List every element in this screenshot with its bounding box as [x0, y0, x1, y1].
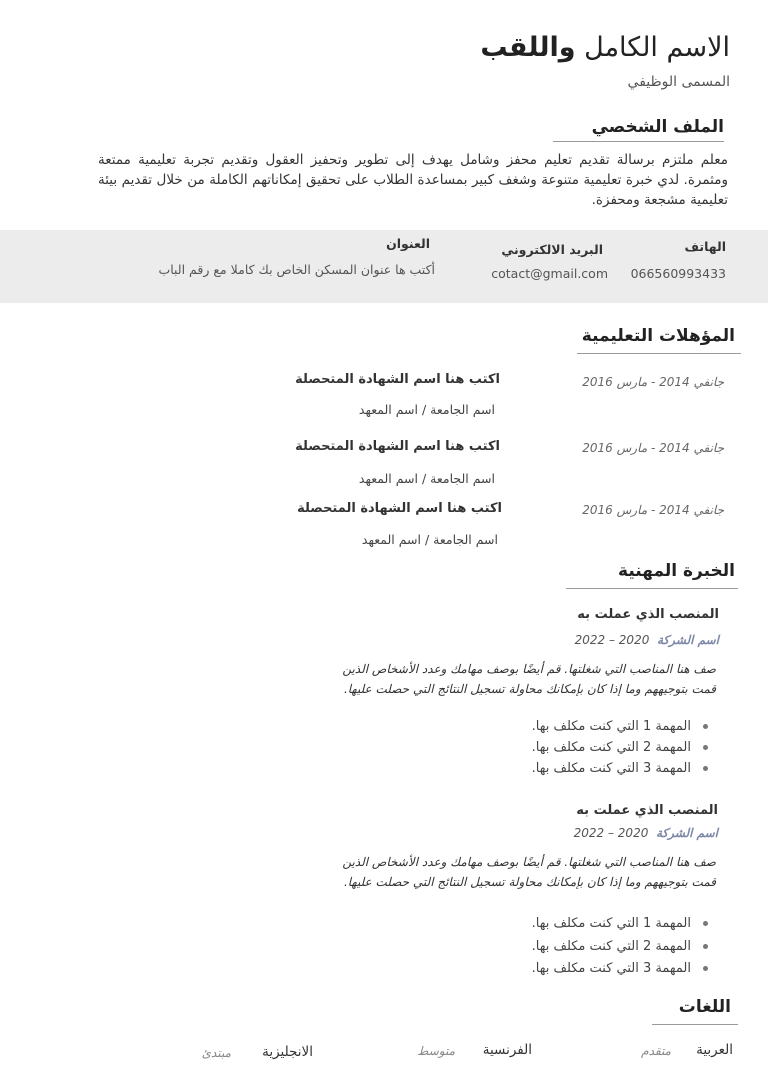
bullet-icon [703, 745, 708, 750]
exp-company: اسم الشركة [656, 633, 719, 647]
edu-date: جانفي 2014 - مارس 2016 [582, 375, 724, 389]
exp-description: صف هنا المناصب التي شغلتها. قم أيضًا بوصف مهامك وعدد الأشخاص الذين قمت بتوجيههم وما إذا كان بإمكانك محاولة تسجيل النتائج التي حصلت عليها. [342, 855, 716, 889]
exp-meta [574, 826, 718, 840]
address-value: أكتب ها عنوان المسكن الخاص بك كاملا مع رقم الباب [158, 262, 435, 277]
education-title: المؤهلات التعليمية [581, 326, 735, 346]
edu-date: جانفي 2014 - مارس 2016 [582, 441, 724, 455]
profile-rule [553, 141, 724, 142]
phone-label: الهاتف [684, 239, 726, 254]
name-regular: الاسم الكامل [584, 32, 730, 63]
language-level: متقدم [641, 1044, 671, 1058]
experience-rule [566, 588, 738, 589]
exp-meta [575, 633, 719, 647]
edu-institution: اسم الجامعة / اسم المعهد [358, 471, 495, 486]
exp-period: 2020 – 2022 [573, 826, 649, 840]
task-item: المهمة 2 التي كنت مكلف بها. [532, 939, 708, 954]
task-item: المهمة 1 التي كنت مكلف بها. [532, 719, 708, 734]
bullet-icon [703, 724, 708, 729]
edu-degree: اكتب هنا اسم الشهادة المتحصلة [297, 501, 502, 516]
full-name [480, 32, 730, 63]
language-name: العربية [696, 1042, 733, 1058]
job-title: المسمى الوظيفي [627, 74, 730, 90]
edu-institution: اسم الجامعة / اسم المعهد [361, 532, 498, 547]
email-value: cotact@gmail.com [491, 266, 608, 281]
education-rule [577, 353, 741, 354]
language-level: مبتدئ [201, 1046, 231, 1060]
language-name: الفرنسية [482, 1042, 532, 1058]
email-label: البريد الالكتروني [501, 242, 603, 257]
exp-description: صف هنا المناصب التي شغلتها. قم أيضًا بوصف مهامك وعدد الأشخاص الذين قمت بتوجيههم وما إذا كان بإمكانك محاولة تسجيل النتائج التي حصلت عليها. [342, 662, 716, 696]
name-bold: واللقب [480, 32, 576, 63]
exp-position: المنصب الذي عملت به [576, 803, 718, 818]
edu-degree: اكتب هنا اسم الشهادة المتحصلة [295, 372, 500, 387]
task-item: المهمة 3 التي كنت مكلف بها. [532, 761, 708, 776]
edu-date: جانفي 2014 - مارس 2016 [582, 503, 724, 517]
profile-title: الملف الشخصي [591, 117, 724, 137]
edu-degree: اكتب هنا اسم الشهادة المتحصلة [295, 439, 500, 454]
bullet-icon [703, 944, 708, 949]
bullet-icon [703, 766, 708, 771]
phone-value: 066560993433 [630, 266, 726, 281]
profile-text: معلم ملتزم برسالة تقديم تعليم محفز وشامل يهدف إلى تطوير وتحفيز العقول وتقديم تجربة تعليمية ممتعة ومثمرة. لدي خبرة تعليمية متنوعة وشغف كبير بمساعدة الطلاب على تحقيق إمكاناتهم الكاملة من خلال تقديم بيئة تعليمية مشجعة ومحفزة. [98, 152, 728, 208]
exp-company: اسم الشركة [655, 826, 718, 840]
task-item: المهمة 1 التي كنت مكلف بها. [532, 916, 708, 931]
language-name: الانجليزية [262, 1044, 313, 1060]
languages-rule [652, 1024, 738, 1025]
bullet-icon [703, 966, 708, 971]
address-label: العنوان [386, 236, 430, 251]
edu-institution: اسم الجامعة / اسم المعهد [358, 402, 495, 417]
task-item: المهمة 3 التي كنت مكلف بها. [532, 961, 708, 976]
languages-title: اللغات [678, 997, 731, 1017]
experience-title: الخبرة المهنية [618, 561, 735, 581]
bullet-icon [703, 921, 708, 926]
language-level: متوسط [417, 1044, 455, 1058]
task-item: المهمة 2 التي كنت مكلف بها. [532, 740, 708, 755]
exp-period: 2020 – 2022 [574, 633, 650, 647]
exp-position: المنصب الذي عملت به [577, 607, 719, 622]
